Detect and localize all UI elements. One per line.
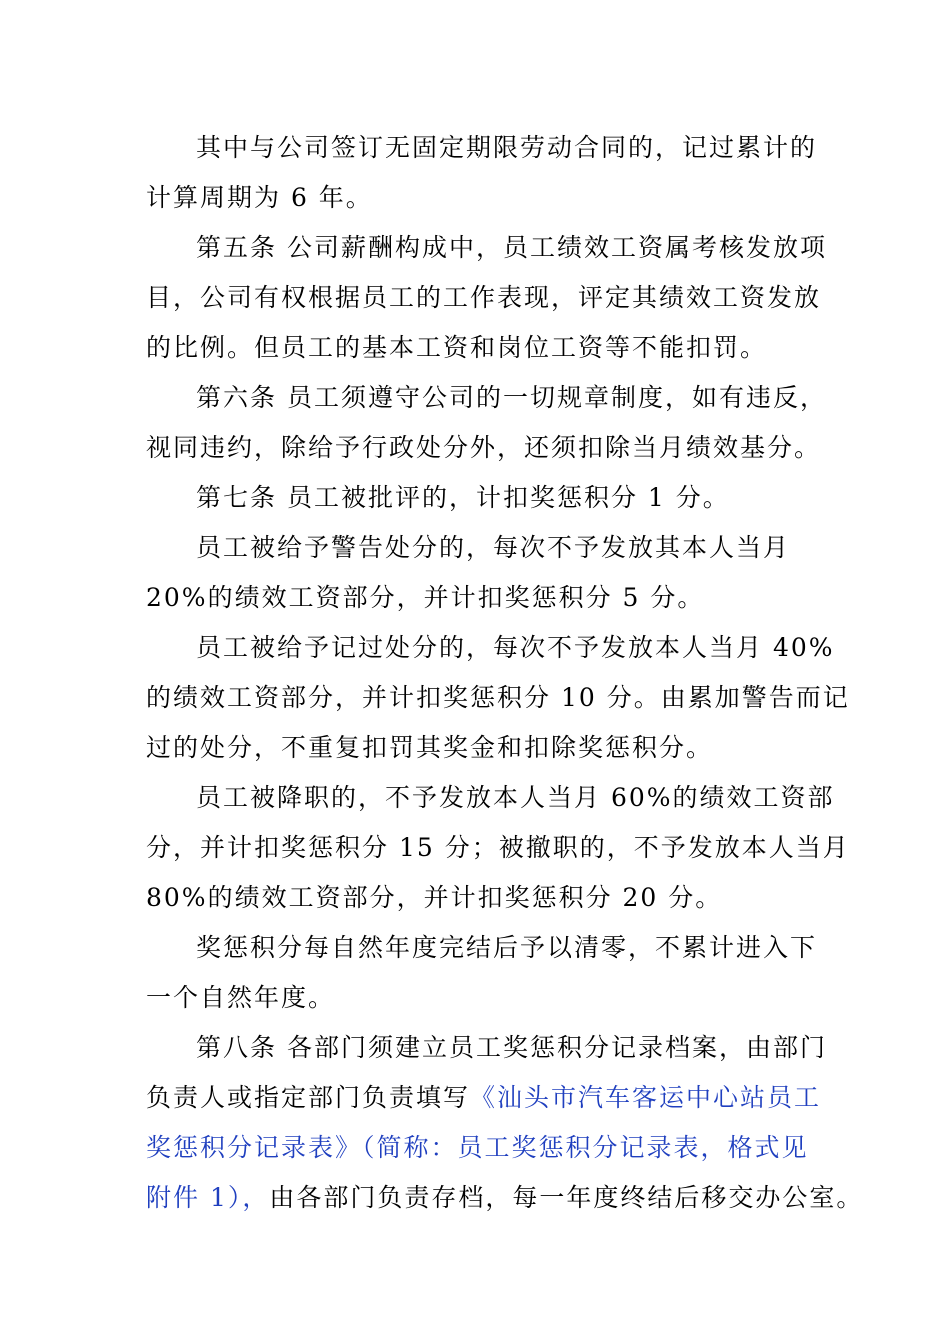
- paragraph-text: 负责人或指定部门负责填写: [146, 1083, 471, 1112]
- article-5-line: 第五条 公司薪酬构成中，员工绩效工资属考核发放项: [196, 233, 827, 262]
- article-7-line: 第七条 员工被批评的，计扣奖惩积分 1 分。: [196, 483, 730, 512]
- paragraph-line: 视同违约，除给予行政处分外，还须扣除当月绩效基分。: [146, 433, 822, 462]
- paragraph-line: 其中与公司签订无固定期限劳动合同的，记过累计的: [196, 133, 818, 162]
- paragraph-line: 计算周期为 6 年。: [146, 183, 373, 212]
- paragraph-line-with-link: [146, 1081, 822, 1115]
- paragraph-line: 目，公司有权根据员工的工作表现，评定其绩效工资发放: [146, 283, 822, 312]
- paragraph-line: 奖惩积分每自然年度完结后予以清零，不累计进入下: [196, 933, 818, 962]
- paragraph-line: 一个自然年度。: [146, 983, 336, 1012]
- paragraph-line: 20%的绩效工资部分，并计扣奖惩积分 5 分。: [146, 583, 705, 612]
- paragraph-line: 分，并计扣奖惩积分 15 分；被撤职的，不予发放本人当月: [146, 833, 850, 862]
- article-6-line: 第六条 员工须遵守公司的一切规章制度，如有违反，: [196, 383, 827, 412]
- record-form-link[interactable]: 奖惩积分记录表》（简称：员工奖惩积分记录表，格式见: [146, 1133, 809, 1162]
- record-form-link[interactable]: 《汕头市汽车客运中心站员工: [470, 1083, 822, 1112]
- paragraph-line-with-link: [146, 1181, 864, 1215]
- attachment-link[interactable]: 附件 1），: [146, 1183, 270, 1212]
- paragraph-line: 员工被给予警告处分的，每次不予发放其本人当月: [196, 533, 791, 562]
- article-8-line: 第八条 各部门须建立员工奖惩积分记录档案，由部门: [196, 1033, 827, 1062]
- paragraph-line: 过的处分，不重复扣罚其奖金和扣除奖惩积分。: [146, 733, 714, 762]
- paragraph-line-with-link: [146, 1131, 816, 1165]
- paragraph-line: 80%的绩效工资部分，并计扣奖惩积分 20 分。: [146, 883, 723, 912]
- paragraph-line: 的比例。但员工的基本工资和岗位工资等不能扣罚。: [146, 333, 768, 362]
- paragraph-line: 员工被降职的，不予发放本人当月 60%的绩效工资部: [196, 783, 835, 812]
- paragraph-text: 由各部门负责存档，每一年度终结后移交办公室。: [269, 1183, 864, 1212]
- paragraph-line: 员工被给予记过处分的，每次不予发放本人当月 40%: [196, 633, 835, 662]
- paragraph-line: 的绩效工资部分，并计扣奖惩积分 10 分。由累加警告而记: [146, 683, 850, 712]
